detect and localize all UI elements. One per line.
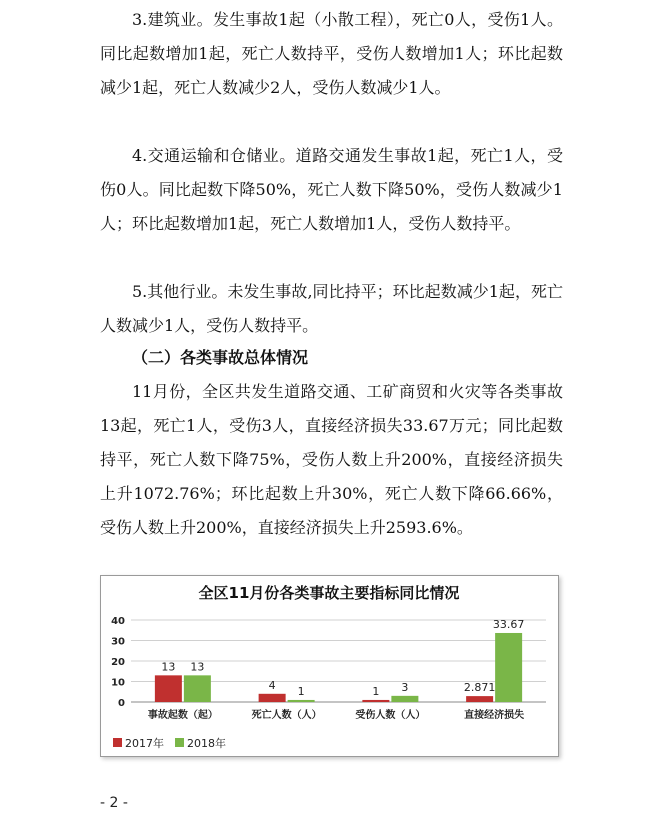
bar <box>184 675 211 702</box>
category-label: 直接经济损失 <box>464 710 525 721</box>
y-tick-label: 20 <box>111 657 125 668</box>
data-label: 1 <box>372 684 380 698</box>
y-tick-label: 0 <box>118 698 125 709</box>
category-label: 事故起数（起） <box>147 710 218 721</box>
data-labels <box>161 618 524 698</box>
chart-container <box>100 575 559 757</box>
y-tick-label: 30 <box>111 636 125 648</box>
page-number: - 2 - <box>100 795 128 811</box>
bar <box>466 696 493 702</box>
data-label: 1 <box>297 684 305 698</box>
bar <box>362 700 389 702</box>
data-label: 3 <box>401 680 409 694</box>
legend-label: 2018年 <box>187 737 226 750</box>
data-label: 2.871 <box>463 681 496 695</box>
paragraph-other: 5.其他行业。未发生事故,同比持平；环比起数减少1起，死亡人数减少1人，受伤人数持平。 <box>100 282 563 335</box>
legend-swatch <box>113 738 122 747</box>
data-label: 13 <box>161 660 176 674</box>
bar <box>391 696 418 702</box>
category-label: 受伤人数（人） <box>355 710 426 721</box>
paragraph-transport: 4.交通运输和仓储业。道路交通发生事故1起，死亡1人，受伤0人。同比起数下降50%，死亡人数下降50%，受伤人数减少1人；环比起数增加1起，死亡人数增加1人，受伤人数持平。 <box>100 146 563 233</box>
y-tick-label: 40 <box>111 616 125 627</box>
data-label: 13 <box>190 660 205 674</box>
bar <box>259 694 286 702</box>
bar <box>155 675 182 702</box>
legend-swatch <box>175 738 184 747</box>
paragraph-overall: 11月份，全区共发生道路交通、工矿商贸和火灾等各类事故13起，死亡1人，受伤3人，直接经济损失33.67万元；同比起数持平，死亡人数下降75%，受伤人数上升200%，直接经济损失上升1072.76%；环比起数上升30%，死亡人数下降66.66%，受伤人数上升200%，直接经济损失上升2593.6%。 <box>100 382 563 537</box>
chart-title: 全区11月份各类事故主要指标同比情况 <box>198 584 460 602</box>
y-axis-ticks <box>111 616 125 709</box>
bar-chart <box>101 576 558 756</box>
category-label: 死亡人数（人） <box>251 710 322 721</box>
legend <box>113 736 226 750</box>
x-axis-categories <box>148 708 524 721</box>
bar <box>288 700 315 702</box>
legend-label: 2017年 <box>125 737 164 750</box>
data-label: 33.67 <box>492 617 525 631</box>
data-label: 4 <box>268 678 276 692</box>
bar <box>495 633 522 702</box>
section-heading: （二）各类事故总体情况 <box>132 348 309 367</box>
paragraph-construction: 3.建筑业。发生事故1起（小散工程），死亡0人，受伤1人。同比起数增加1起，死亡人数持平，受伤人数增加1人；环比起数减少1起，死亡人数减少2人，受伤人数减少1人。 <box>100 10 563 97</box>
y-tick-label: 10 <box>111 677 125 689</box>
